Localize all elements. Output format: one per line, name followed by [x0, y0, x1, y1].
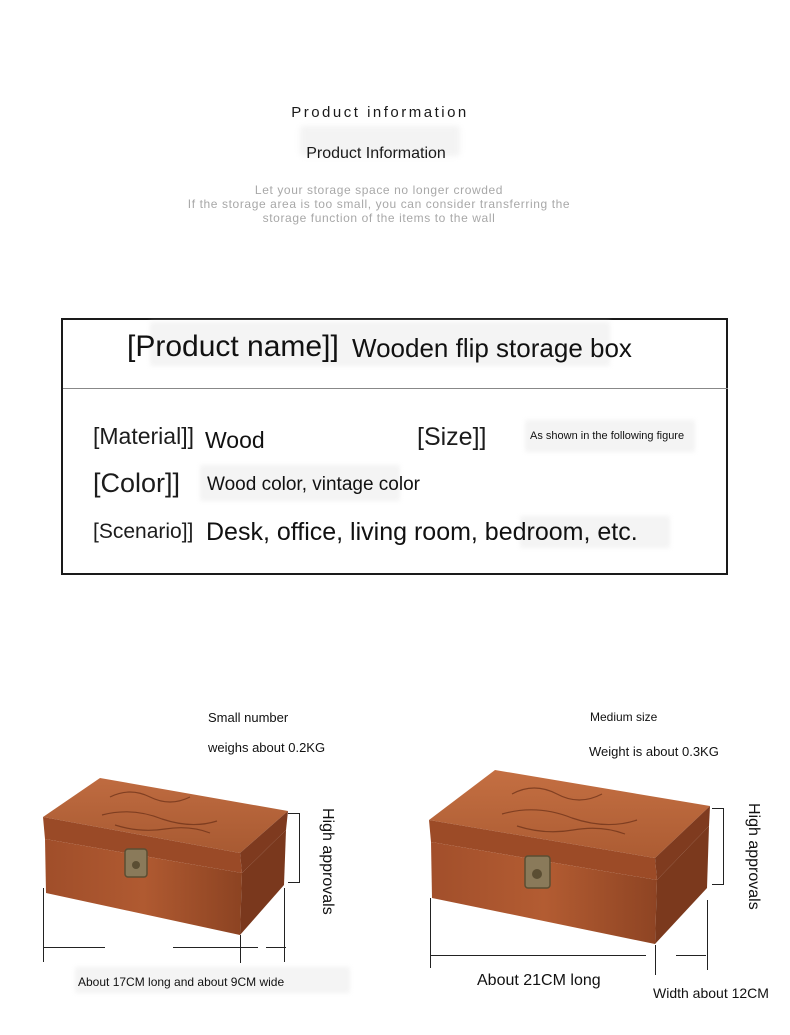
- medium-length-tick-left: [430, 898, 431, 968]
- small-weight-label: weighs about 0.2KG: [208, 740, 326, 755]
- medium-weight-label: Weight is about 0.3KG: [589, 744, 719, 759]
- scenario-label: [Scenario]]: [93, 520, 194, 543]
- medium-width-line: [676, 955, 706, 956]
- product-name-label: [Product name]]: [127, 330, 339, 363]
- small-width-tick: [284, 888, 285, 962]
- medium-length-tick-right: [655, 945, 656, 975]
- medium-width-tick: [707, 900, 708, 970]
- small-length-line-left: [43, 947, 105, 948]
- size-value: As shown in the following figure: [530, 430, 685, 442]
- color-label: [Color]]: [93, 468, 181, 498]
- small-height-line: [299, 813, 300, 882]
- small-box-latch-hook: [132, 861, 140, 869]
- medium-length-label: About 21CM long: [477, 972, 601, 989]
- section-small-title: Product information: [291, 104, 469, 121]
- small-box-image: [40, 775, 290, 940]
- medium-box-image: [427, 768, 712, 948]
- medium-box-illustration: [427, 768, 712, 948]
- info-divider: [63, 388, 728, 389]
- small-box-illustration: [40, 775, 290, 940]
- medium-height-tick-bottom: [712, 884, 724, 885]
- size-label: [Size]]: [417, 423, 487, 451]
- small-length-tick-left: [43, 888, 44, 962]
- medium-width-label: Width about 12CM: [653, 985, 769, 1001]
- small-size-label: Small number: [208, 710, 289, 725]
- small-length-line-right: [173, 947, 258, 948]
- section-title: Product Information: [306, 145, 446, 162]
- subtitle-line-3: storage function of the items to the wall: [262, 211, 496, 225]
- subtitle-line-2: If the storage area is too small, you can consider transferring the: [187, 197, 571, 211]
- small-height-label: High approvals: [319, 808, 336, 915]
- material-value: Wood: [205, 427, 265, 453]
- subtitle-line-1: Let your storage space no longer crowded: [254, 183, 504, 197]
- small-dimensions-label: About 17CM long and about 9CM wide: [78, 975, 285, 989]
- material-label: [Material]]: [93, 423, 194, 449]
- scenario-value: Desk, office, living room, bedroom, etc.: [206, 518, 638, 546]
- medium-height-label: High approvals: [745, 803, 762, 910]
- medium-length-line: [430, 955, 646, 956]
- small-width-line: [266, 947, 286, 948]
- medium-size-label: Medium size: [590, 710, 658, 724]
- product-name-value: Wooden flip storage box: [352, 333, 632, 363]
- small-height-tick-bottom: [288, 882, 300, 883]
- small-length-tick-right: [240, 935, 241, 963]
- medium-height-line: [723, 808, 724, 884]
- medium-box-latch-hook: [532, 869, 542, 879]
- color-value: Wood color, vintage color: [207, 474, 420, 495]
